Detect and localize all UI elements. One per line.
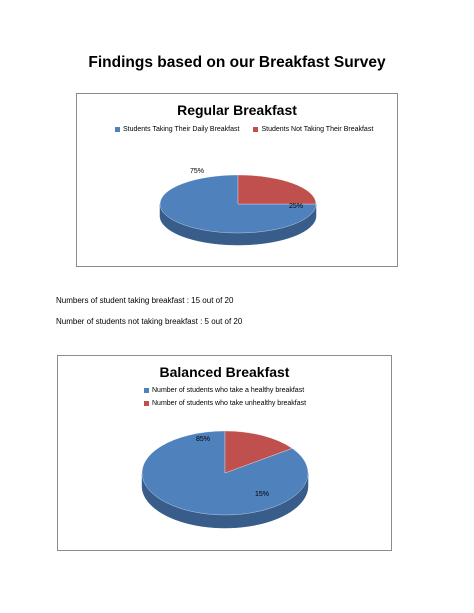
chart-title: Balanced Breakfast	[159, 364, 290, 380]
pie-data-label: 25%	[288, 203, 304, 210]
text-taking-breakfast: Numbers of student taking breakfast : 15 out of 20	[56, 296, 234, 305]
pie-data-label: 85%	[195, 436, 211, 443]
pie-chart-balanced	[58, 356, 393, 552]
regular-breakfast-chart	[76, 93, 398, 267]
legend-label: Number of students who take unhealthy breakfast	[152, 400, 307, 407]
pie-chart-regular	[77, 94, 399, 268]
pie-slice	[238, 175, 316, 204]
chart-title: Regular Breakfast	[177, 102, 297, 118]
document-title: Findings based on our Breakfast Survey	[88, 54, 386, 71]
text-not-taking-breakfast: Number of students not taking breakfast : 5 out of 20	[56, 317, 243, 326]
pie-data-label: 15%	[254, 491, 270, 498]
legend-label: Students Not Taking Their Breakfast	[261, 126, 374, 133]
balanced-breakfast-chart	[57, 355, 392, 551]
legend-label: Number of students who take a healthy breakfast	[152, 387, 305, 394]
pie-data-label: 75%	[189, 168, 205, 175]
legend-label: Students Taking Their Daily Breakfast	[123, 126, 240, 133]
